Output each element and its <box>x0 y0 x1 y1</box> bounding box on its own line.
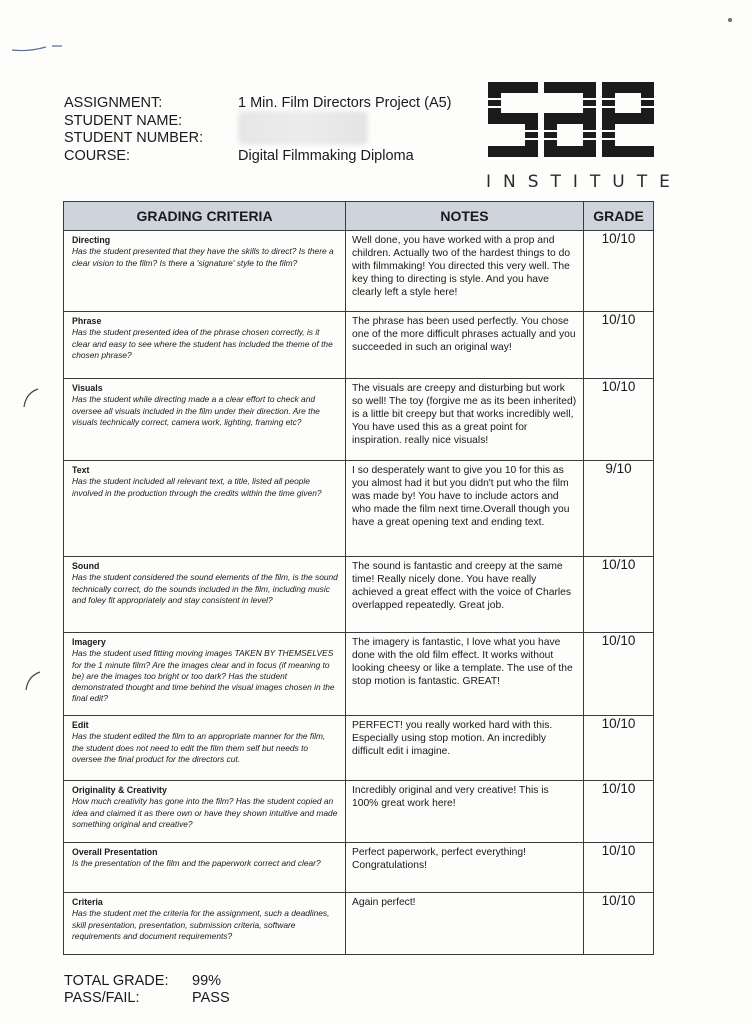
notes-cell: The sound is fantastic and creepy at the same time! Really nicely done. You have really achieved a great effect with the voice of Charles overlapped repeatedly. Great job. <box>346 557 584 633</box>
notes-cell: PERFECT! you really worked hard with this. Especially using stop motion. An incredibly difficult edit i imagine. <box>346 716 584 781</box>
grade-cell: 9/10 <box>584 461 654 557</box>
criteria-cell <box>64 557 346 633</box>
total-grade-value: 99% <box>192 973 222 989</box>
redaction-blur <box>238 111 368 145</box>
total-grade-label: TOTAL GRADE: <box>64 973 169 989</box>
criteria-cell <box>64 312 346 379</box>
notes-cell: Incredibly original and very creative! This is 100% great work here! <box>346 781 584 843</box>
table-row <box>64 843 654 893</box>
criteria-description: Has the student while directing made a a clear effort to check and oversee all visuals included in the film under their direction. Are the visuals technically correct, camera work, lighting, framing etc? <box>72 394 320 427</box>
grade-cell: 10/10 <box>584 843 654 893</box>
notes-cell: Again perfect! <box>346 893 584 955</box>
criteria-title: Overall Presentation <box>72 847 158 857</box>
criteria-title: Visuals <box>72 383 103 393</box>
criteria-description: Has the student presented idea of the phrase chosen correctly, is it clear and easy to see where the student has included the theme of the chosen phrase? <box>72 327 333 360</box>
header-notes: NOTES <box>346 202 584 231</box>
grade-cell: 10/10 <box>584 312 654 379</box>
table-row <box>64 461 654 557</box>
criteria-cell <box>64 461 346 557</box>
logo-subtitle: INSTITUTE <box>486 172 682 192</box>
grading-table <box>63 201 654 955</box>
grade-cell: 10/10 <box>584 231 654 312</box>
notes-cell: Well done, you have worked with a prop and children. Actually two of the hardest things to do with filmmaking! You directed this very well. The key thing to directing is style. And you have clearly left a style here! <box>346 231 584 312</box>
criteria-description: How much creativity has gone into the film? Has the student copied an idea and claimed it as there own or have they shown intuitive and made something original and creative? <box>72 796 338 829</box>
header-grade: GRADE <box>584 202 654 231</box>
totals-block <box>64 973 230 1007</box>
student-name-row <box>64 113 484 131</box>
notes-cell: I so desperately want to give you 10 for this as you almost had it but you didn't put who the film was made by! You have to include actors and who made the film next time.Overall though you have a great opening text and ending text. <box>346 461 584 557</box>
grade-cell: 10/10 <box>584 893 654 955</box>
criteria-cell <box>64 843 346 893</box>
course-row <box>64 148 484 166</box>
sae-logo-icon <box>486 80 656 168</box>
assignment-label: ASSIGNMENT: <box>64 95 163 111</box>
criteria-description: Has the student used fitting moving images TAKEN BY THEMSELVES for the 1 minute film? Are the images clear and in focus (if meaning to be) are the images too bright or too dark? Has the student demonstrated thought and time behind the visual images chosen in the final edit? <box>72 648 335 704</box>
table-row <box>64 557 654 633</box>
table-row <box>64 893 654 955</box>
notes-cell: The visuals are creepy and disturbing but work so well! The toy (forgive me as its been inherited) is a little bit creepy but that works incredibly well, You have used this as a great point for inspiration. really nice visuals! <box>346 379 584 461</box>
course-value: Digital Filmmaking Diploma <box>238 147 414 164</box>
table-row <box>64 633 654 716</box>
student-number-label: STUDENT NUMBER: <box>64 130 204 146</box>
notes-cell: Perfect paperwork, perfect everything! Congratulations! <box>346 843 584 893</box>
sae-institute-logo <box>486 80 682 192</box>
criteria-title: Sound <box>72 561 100 571</box>
criteria-cell <box>64 781 346 843</box>
table-row <box>64 716 654 781</box>
grade-cell: 10/10 <box>584 781 654 843</box>
criteria-title: Imagery <box>72 637 106 647</box>
scan-mark-icon <box>22 668 46 698</box>
table-row <box>64 231 654 312</box>
criteria-description: Has the student included all relevant text, a title, listed all people involved in the production through the credits within the time given? <box>72 476 322 498</box>
criteria-cell <box>64 893 346 955</box>
criteria-cell <box>64 231 346 312</box>
course-label: COURSE: <box>64 147 131 164</box>
criteria-title: Text <box>72 465 90 475</box>
grade-cell: 10/10 <box>584 379 654 461</box>
criteria-title: Criteria <box>72 897 103 907</box>
table-header-row <box>64 202 654 231</box>
assignment-value: 1 Min. Film Directors Project (A5) <box>238 95 452 111</box>
criteria-cell <box>64 716 346 781</box>
notes-cell: The phrase has been used perfectly. You chose one of the more difficult phrases actually and you succeeded in such an original way! <box>346 312 584 379</box>
pass-fail-row <box>64 990 230 1007</box>
grade-cell: 10/10 <box>584 557 654 633</box>
scan-mark-icon <box>20 385 44 415</box>
criteria-description: Has the student edited the film to an appropriate manner for the film, the student does not need to edit the film them self but needs to oversee the final product for the directors cut. <box>72 731 326 764</box>
header-info <box>64 95 484 165</box>
assignment-row <box>64 95 484 113</box>
header-grading-criteria: GRADING CRITERIA <box>64 202 346 231</box>
criteria-description: Has the student met the criteria for the assignment, such a deadlines, skill presentation, presentation, submission criteria, software requirements and document requirements? <box>72 908 330 941</box>
criteria-cell <box>64 379 346 461</box>
criteria-title: Originality & Creativity <box>72 785 167 795</box>
criteria-cell <box>64 633 346 716</box>
grade-cell: 10/10 <box>584 633 654 716</box>
criteria-title: Directing <box>72 235 111 245</box>
pen-mark-icon <box>8 40 68 60</box>
total-grade-row <box>64 973 230 990</box>
speck-icon <box>722 10 742 30</box>
criteria-description: Has the student considered the sound elements of the film, is the sound technically correct, do the sounds included in the film, including music and foley fit appropriately and stay consistent in level? <box>72 572 338 605</box>
notes-cell: The imagery is fantastic, I love what you have done with the old film effect. It works without looking cheesy or like a template. The use of the stop motion is fantastic. GREAT! <box>346 633 584 716</box>
pass-fail-value: PASS <box>192 990 230 1006</box>
criteria-description: Is the presentation of the film and the paperwork correct and clear? <box>72 858 321 869</box>
grade-cell: 10/10 <box>584 716 654 781</box>
table-row <box>64 781 654 843</box>
criteria-description: Has the student presented that they have the skills to direct? Is there a clear vision to the film? Is there a 'signature' style to the film? <box>72 246 334 268</box>
student-identity-redacted <box>238 113 484 131</box>
criteria-title: Edit <box>72 720 89 730</box>
table-row <box>64 379 654 461</box>
criteria-title: Phrase <box>72 316 102 326</box>
pass-fail-label: PASS/FAIL: <box>64 990 140 1006</box>
student-name-label: STUDENT NAME: <box>64 112 183 129</box>
table-row <box>64 312 654 379</box>
